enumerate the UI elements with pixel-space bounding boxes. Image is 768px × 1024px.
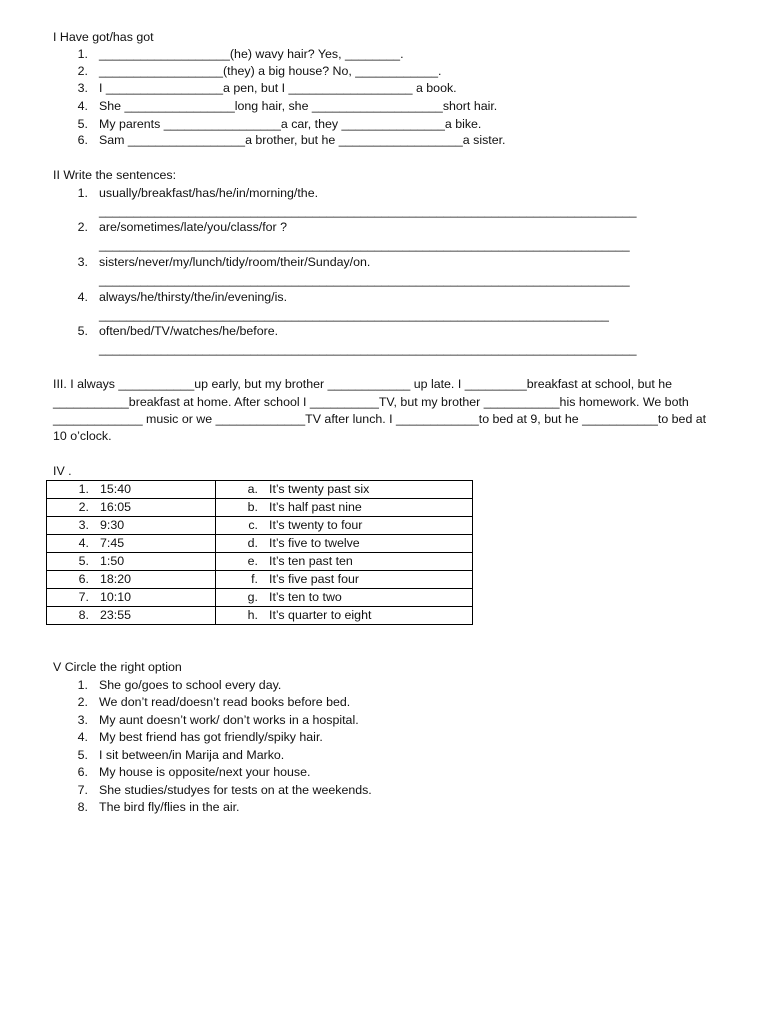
phrase-cell (216, 517, 473, 535)
row-letter: e. (247, 554, 258, 568)
item-number: 3. (77, 81, 88, 95)
answer-line: ______________________________________________________________________________ (99, 204, 637, 218)
item-number: 8. (77, 800, 88, 814)
row-letter: d. (247, 536, 258, 550)
answer-line: __________________________________________________________________________ (99, 308, 609, 322)
phrase-cell (216, 499, 473, 517)
phrase-value: It’s five to twelve (269, 536, 360, 550)
time-cell (47, 607, 216, 625)
table-row (47, 481, 473, 499)
row-letter: b. (247, 500, 258, 514)
phrase-cell (216, 571, 473, 589)
table-row (47, 589, 473, 607)
item-number: 3. (77, 255, 88, 269)
item-text: The bird fly/flies in the air. (99, 800, 240, 814)
item-number: 5. (77, 324, 88, 338)
item-text: She studies/studyes for tests on at the weekends. (99, 783, 372, 797)
phrase-value: It’s twenty to four (269, 518, 363, 532)
row-number: 5. (78, 554, 89, 568)
table-row (47, 517, 473, 535)
phrase-cell (216, 589, 473, 607)
phrase-value: It’s five past four (269, 572, 359, 586)
time-cell (47, 517, 216, 535)
time-value: 23:55 (100, 608, 132, 622)
item-number: 4. (77, 730, 88, 744)
table-row (47, 535, 473, 553)
table-row (47, 499, 473, 517)
item-text: She go/goes to school every day. (99, 678, 282, 692)
section-4-title: IV . (53, 464, 72, 478)
row-number: 4. (78, 536, 89, 550)
row-letter: g. (247, 590, 258, 604)
time-value: 16:05 (100, 500, 132, 514)
time-cell (47, 553, 216, 571)
time-value: 9:30 (100, 518, 125, 532)
item-text: We don’t read/doesn’t read books before bed. (99, 695, 351, 709)
answer-line: ______________________________________________________________________________ (99, 342, 637, 356)
item-text: __________________(they) a big house? No, ____________. (99, 64, 442, 78)
phrase-cell (216, 553, 473, 571)
row-letter: h. (247, 608, 258, 622)
answer-line: _____________________________________________________________________________ (99, 238, 630, 252)
row-letter: f. (251, 572, 258, 586)
item-number: 5. (77, 748, 88, 762)
item-text: sisters/never/my/lunch/tidy/room/their/Sunday/on. (99, 255, 371, 269)
item-text: My house is opposite/next your house. (99, 765, 311, 779)
item-number: 6. (77, 765, 88, 779)
section-3-line: III. I always ___________up early, but my brother ____________ up late. I _________breakfast at school, but he (53, 377, 673, 391)
row-number: 3. (78, 518, 89, 532)
section-3-line: ___________breakfast at home. After school I __________TV, but my brother ___________his homework. We both (53, 395, 689, 409)
item-number: 2. (77, 64, 88, 78)
phrase-cell (216, 535, 473, 553)
answer-line: _____________________________________________________________________________ (99, 273, 630, 287)
row-number: 6. (78, 572, 89, 586)
item-text: My aunt doesn’t work/ don’t works in a hospital. (99, 713, 359, 727)
item-number: 6. (77, 133, 88, 147)
item-number: 1. (77, 186, 88, 200)
item-number: 4. (77, 99, 88, 113)
row-number: 8. (78, 608, 89, 622)
time-cell (47, 481, 216, 499)
time-value: 1:50 (100, 554, 125, 568)
time-value: 10:10 (100, 590, 132, 604)
section-1-title: I Have got/has got (53, 30, 154, 44)
table-row (47, 553, 473, 571)
item-text: Sam _________________a brother, but he __________________a sister. (99, 133, 506, 147)
item-number: 5. (77, 117, 88, 131)
row-number: 1. (78, 482, 89, 496)
section-5-title: V Circle the right option (53, 660, 182, 674)
item-text: are/sometimes/late/you/class/for ? (99, 220, 288, 234)
section-3-line: 10 o’clock. (53, 429, 112, 443)
time-cell (47, 589, 216, 607)
item-number: 2. (77, 220, 88, 234)
phrase-value: It’s ten past ten (269, 554, 353, 568)
item-text: I sit between/in Marija and Marko. (99, 748, 285, 762)
phrase-cell (216, 607, 473, 625)
phrase-value: It’s ten to two (269, 590, 342, 604)
item-text: I _________________a pen, but I __________________ a book. (99, 81, 457, 95)
time-cell (47, 535, 216, 553)
item-text: ___________________(he) wavy hair? Yes, ________. (99, 47, 404, 61)
row-number: 2. (78, 500, 89, 514)
row-letter: c. (248, 518, 258, 532)
section-2-title: II Write the sentences: (53, 168, 177, 182)
time-value: 15:40 (100, 482, 132, 496)
item-text: often/bed/TV/watches/he/before. (99, 324, 279, 338)
item-number: 4. (77, 290, 88, 304)
item-text: My best friend has got friendly/spiky hair. (99, 730, 323, 744)
item-number: 1. (77, 47, 88, 61)
row-number: 7. (78, 590, 89, 604)
section-3-line: _____________ music or we _____________TV after lunch. I ____________to bed at 9, but he ___________to bed at (53, 412, 707, 426)
phrase-value: It’s twenty past six (269, 482, 370, 496)
table-row (47, 571, 473, 589)
item-number: 1. (77, 678, 88, 692)
time-value: 18:20 (100, 572, 132, 586)
phrase-value: It’s quarter to eight (269, 608, 372, 622)
item-number: 7. (77, 783, 88, 797)
item-text: usually/breakfast/has/he/in/morning/the. (99, 186, 319, 200)
item-number: 2. (77, 695, 88, 709)
item-number: 3. (77, 713, 88, 727)
phrase-cell (216, 481, 473, 499)
phrase-value: It’s half past nine (269, 500, 362, 514)
time-cell (47, 499, 216, 517)
item-text: She ________________long hair, she ___________________short hair. (99, 99, 498, 113)
table-row (47, 607, 473, 625)
row-letter: a. (247, 482, 258, 496)
time-cell (47, 571, 216, 589)
item-text: always/he/thirsty/the/in/evening/is. (99, 290, 288, 304)
item-text: My parents _________________a car, they _______________a bike. (99, 117, 482, 131)
time-value: 7:45 (100, 536, 125, 550)
time-matching-table (46, 480, 473, 625)
